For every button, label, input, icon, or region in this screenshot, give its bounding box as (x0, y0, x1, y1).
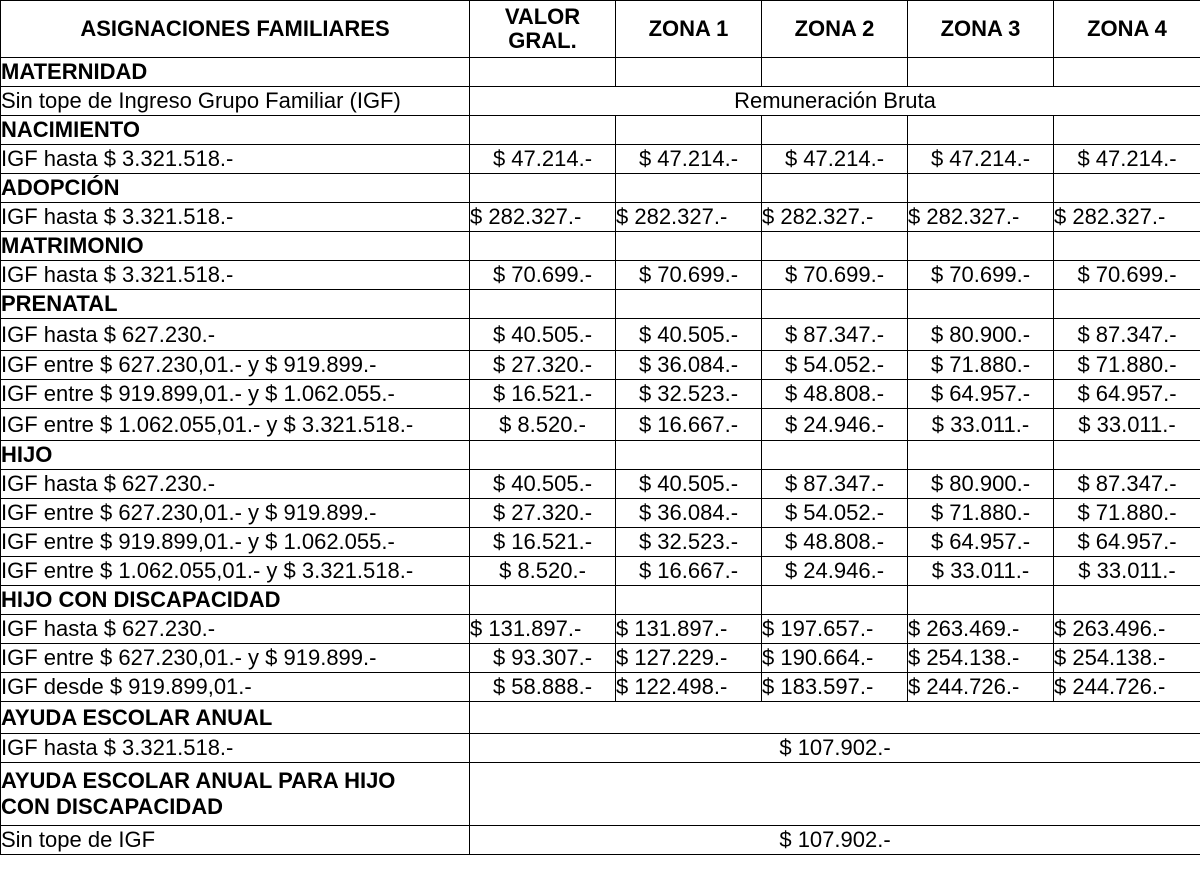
table-row (1, 409, 1200, 441)
section-row-prenatal (1, 290, 1200, 319)
row-label: IGF hasta $ 3.321.518.- (1, 203, 470, 232)
value-cell: $ 16.667.- (616, 409, 762, 441)
empty-cell (762, 116, 908, 145)
value-cell: $ 70.699.- (616, 261, 762, 290)
empty-cell (470, 702, 1200, 734)
merged-value: Remuneración Bruta (470, 87, 1200, 116)
row-label: IGF hasta $ 3.321.518.- (1, 261, 470, 290)
header-valor-gral (470, 1, 616, 58)
header-valor-line2: GRAL. (508, 28, 577, 53)
row-label: IGF entre $ 919.899,01.- y $ 1.062.055.- (1, 528, 470, 557)
empty-cell (762, 174, 908, 203)
value-cell: $ 16.521.- (470, 380, 616, 409)
header-zona1: ZONA 1 (616, 1, 762, 58)
table-row (1, 351, 1200, 380)
empty-cell (762, 232, 908, 261)
value-cell: $ 64.957.- (1054, 528, 1200, 557)
value-cell: $ 70.699.- (908, 261, 1054, 290)
row-label: IGF desde $ 919.899,01.- (1, 673, 470, 702)
empty-cell (762, 290, 908, 319)
table-row (1, 145, 1200, 174)
value-cell: $ 71.880.- (1054, 499, 1200, 528)
value-cell: $ 16.521.- (470, 528, 616, 557)
value-cell: $ 80.900.- (908, 470, 1054, 499)
section-row-matrimonio (1, 232, 1200, 261)
value-cell: $ 48.808.- (762, 528, 908, 557)
empty-cell (616, 290, 762, 319)
empty-cell (908, 232, 1054, 261)
row-label: IGF entre $ 1.062.055,01.- y $ 3.321.518.- (1, 409, 470, 441)
value-cell: $ 8.520.- (470, 409, 616, 441)
header-zona4: ZONA 4 (1054, 1, 1200, 58)
table-row (1, 644, 1200, 673)
value-cell: $ 282.327.- (762, 203, 908, 232)
table-row (1, 380, 1200, 409)
merged-value: $ 107.902.- (470, 734, 1200, 763)
table-row (1, 470, 1200, 499)
value-cell: $ 47.214.- (1054, 145, 1200, 174)
empty-cell (1054, 290, 1200, 319)
value-cell: $ 64.957.- (1054, 380, 1200, 409)
value-cell: $ 87.347.- (762, 470, 908, 499)
empty-cell (470, 58, 616, 87)
empty-cell (762, 441, 908, 470)
table-row (1, 673, 1200, 702)
value-cell: $ 64.957.- (908, 528, 1054, 557)
row-label: IGF entre $ 919.899,01.- y $ 1.062.055.- (1, 380, 470, 409)
value-cell: $ 71.880.- (1054, 351, 1200, 380)
header-valor-line1: VALOR (504, 4, 581, 29)
empty-cell (470, 441, 616, 470)
empty-cell (616, 116, 762, 145)
empty-cell (616, 586, 762, 615)
value-cell: $ 47.214.- (616, 145, 762, 174)
table-row (1, 734, 1200, 763)
value-cell: $ 33.011.- (908, 557, 1054, 586)
section-row-ayuda-escolar (1, 702, 1200, 734)
section-row-nacimiento (1, 116, 1200, 145)
empty-cell (1054, 232, 1200, 261)
table-row (1, 826, 1200, 855)
value-cell: $ 282.327.- (1054, 203, 1200, 232)
table-row (1, 615, 1200, 644)
row-label: IGF entre $ 1.062.055,01.- y $ 3.321.518.- (1, 557, 470, 586)
value-cell: $ 71.880.- (908, 499, 1054, 528)
value-cell: $ 93.307.- (470, 644, 616, 673)
value-cell: $ 47.214.- (470, 145, 616, 174)
value-cell: $ 8.520.- (470, 557, 616, 586)
empty-cell (762, 586, 908, 615)
empty-cell (908, 58, 1054, 87)
empty-cell (1054, 58, 1200, 87)
header-zona2: ZONA 2 (762, 1, 908, 58)
header-row (1, 1, 1200, 58)
value-cell: $ 47.214.- (908, 145, 1054, 174)
table-row (1, 499, 1200, 528)
empty-cell (908, 174, 1054, 203)
empty-cell (1054, 174, 1200, 203)
value-cell: $ 263.496.- (1054, 615, 1200, 644)
section-row-hijo (1, 441, 1200, 470)
section-title-nacimiento: NACIMIENTO (1, 116, 470, 145)
value-cell: $ 27.320.- (470, 499, 616, 528)
empty-cell (616, 232, 762, 261)
value-cell: $ 70.699.- (762, 261, 908, 290)
value-cell: $ 87.347.- (1054, 470, 1200, 499)
value-cell: $ 131.897.- (470, 615, 616, 644)
section-title-adopcion: ADOPCIÓN (1, 174, 470, 203)
value-cell: $ 254.138.- (908, 644, 1054, 673)
empty-cell (1054, 441, 1200, 470)
value-cell: $ 24.946.- (762, 557, 908, 586)
empty-cell (1054, 586, 1200, 615)
empty-cell (470, 116, 616, 145)
row-label: IGF hasta $ 627.230.- (1, 615, 470, 644)
row-label: IGF hasta $ 627.230.- (1, 470, 470, 499)
section-title-hijo-discapacidad: HIJO CON DISCAPACIDAD (1, 586, 470, 615)
value-cell: $ 87.347.- (1054, 319, 1200, 351)
row-label: IGF hasta $ 3.321.518.- (1, 145, 470, 174)
empty-cell (616, 174, 762, 203)
empty-cell (1054, 116, 1200, 145)
value-cell: $ 254.138.- (1054, 644, 1200, 673)
empty-cell (470, 232, 616, 261)
row-label: IGF hasta $ 3.321.518.- (1, 734, 470, 763)
value-cell: $ 24.946.- (762, 409, 908, 441)
value-cell: $ 70.699.- (1054, 261, 1200, 290)
value-cell: $ 32.523.- (616, 380, 762, 409)
value-cell: $ 282.327.- (616, 203, 762, 232)
value-cell: $ 70.699.- (470, 261, 616, 290)
empty-cell (616, 58, 762, 87)
value-cell: $ 87.347.- (762, 319, 908, 351)
value-cell: $ 282.327.- (470, 203, 616, 232)
value-cell: $ 197.657.- (762, 615, 908, 644)
empty-cell (908, 586, 1054, 615)
value-cell: $ 36.084.- (616, 351, 762, 380)
section-title-prenatal: PRENATAL (1, 290, 470, 319)
row-label: IGF hasta $ 627.230.- (1, 319, 470, 351)
empty-cell (908, 441, 1054, 470)
table-row (1, 528, 1200, 557)
table-row (1, 319, 1200, 351)
value-cell: $ 16.667.- (616, 557, 762, 586)
section-title-matrimonio: MATRIMONIO (1, 232, 470, 261)
empty-cell (470, 290, 616, 319)
value-cell: $ 64.957.- (908, 380, 1054, 409)
value-cell: $ 54.052.- (762, 499, 908, 528)
section-title-hijo: HIJO (1, 441, 470, 470)
table-row (1, 557, 1200, 586)
value-cell: $ 33.011.- (1054, 409, 1200, 441)
empty-cell (470, 763, 1200, 826)
header-title: ASIGNACIONES FAMILIARES (1, 1, 470, 58)
value-cell: $ 40.505.- (616, 319, 762, 351)
section-title-ayuda-escolar: AYUDA ESCOLAR ANUAL (1, 702, 470, 734)
table-row (1, 87, 1200, 116)
section-row-maternidad (1, 58, 1200, 87)
merged-value: $ 107.902.- (470, 826, 1200, 855)
value-cell: $ 131.897.- (616, 615, 762, 644)
value-cell: $ 71.880.- (908, 351, 1054, 380)
value-cell: $ 263.469.- (908, 615, 1054, 644)
section-title-maternidad: MATERNIDAD (1, 58, 470, 87)
value-cell: $ 36.084.- (616, 499, 762, 528)
value-cell: $ 40.505.- (470, 319, 616, 351)
table-row (1, 261, 1200, 290)
value-cell: $ 40.505.- (616, 470, 762, 499)
section-title-line1: AYUDA ESCOLAR ANUAL PARA HIJO (1, 768, 396, 793)
empty-cell (908, 290, 1054, 319)
section-row-hijo-discapacidad (1, 586, 1200, 615)
value-cell: $ 54.052.- (762, 351, 908, 380)
section-title-line2: CON DISCAPACIDAD (1, 794, 224, 819)
value-cell: $ 33.011.- (908, 409, 1054, 441)
empty-cell (908, 116, 1054, 145)
row-label: IGF entre $ 627.230,01.- y $ 919.899.- (1, 351, 470, 380)
section-row-ayuda-escolar-disc (1, 763, 1200, 826)
header-zona3: ZONA 3 (908, 1, 1054, 58)
value-cell: $ 48.808.- (762, 380, 908, 409)
row-label: IGF entre $ 627.230,01.- y $ 919.899.- (1, 499, 470, 528)
value-cell: $ 58.888.- (470, 673, 616, 702)
value-cell: $ 127.229.- (616, 644, 762, 673)
value-cell: $ 282.327.- (908, 203, 1054, 232)
value-cell: $ 40.505.- (470, 470, 616, 499)
section-title-ayuda-escolar-disc (1, 763, 470, 826)
value-cell: $ 244.726.- (908, 673, 1054, 702)
value-cell: $ 32.523.- (616, 528, 762, 557)
row-label: IGF entre $ 627.230,01.- y $ 919.899.- (1, 644, 470, 673)
value-cell: $ 244.726.- (1054, 673, 1200, 702)
value-cell: $ 183.597.- (762, 673, 908, 702)
value-cell: $ 80.900.- (908, 319, 1054, 351)
empty-cell (616, 441, 762, 470)
row-label: Sin tope de IGF (1, 826, 470, 855)
row-label: Sin tope de Ingreso Grupo Familiar (IGF) (1, 87, 470, 116)
value-cell: $ 190.664.- (762, 644, 908, 673)
value-cell: $ 27.320.- (470, 351, 616, 380)
empty-cell (470, 586, 616, 615)
table-row (1, 203, 1200, 232)
value-cell: $ 122.498.- (616, 673, 762, 702)
empty-cell (762, 58, 908, 87)
section-row-adopcion (1, 174, 1200, 203)
value-cell: $ 33.011.- (1054, 557, 1200, 586)
value-cell: $ 47.214.- (762, 145, 908, 174)
empty-cell (470, 174, 616, 203)
